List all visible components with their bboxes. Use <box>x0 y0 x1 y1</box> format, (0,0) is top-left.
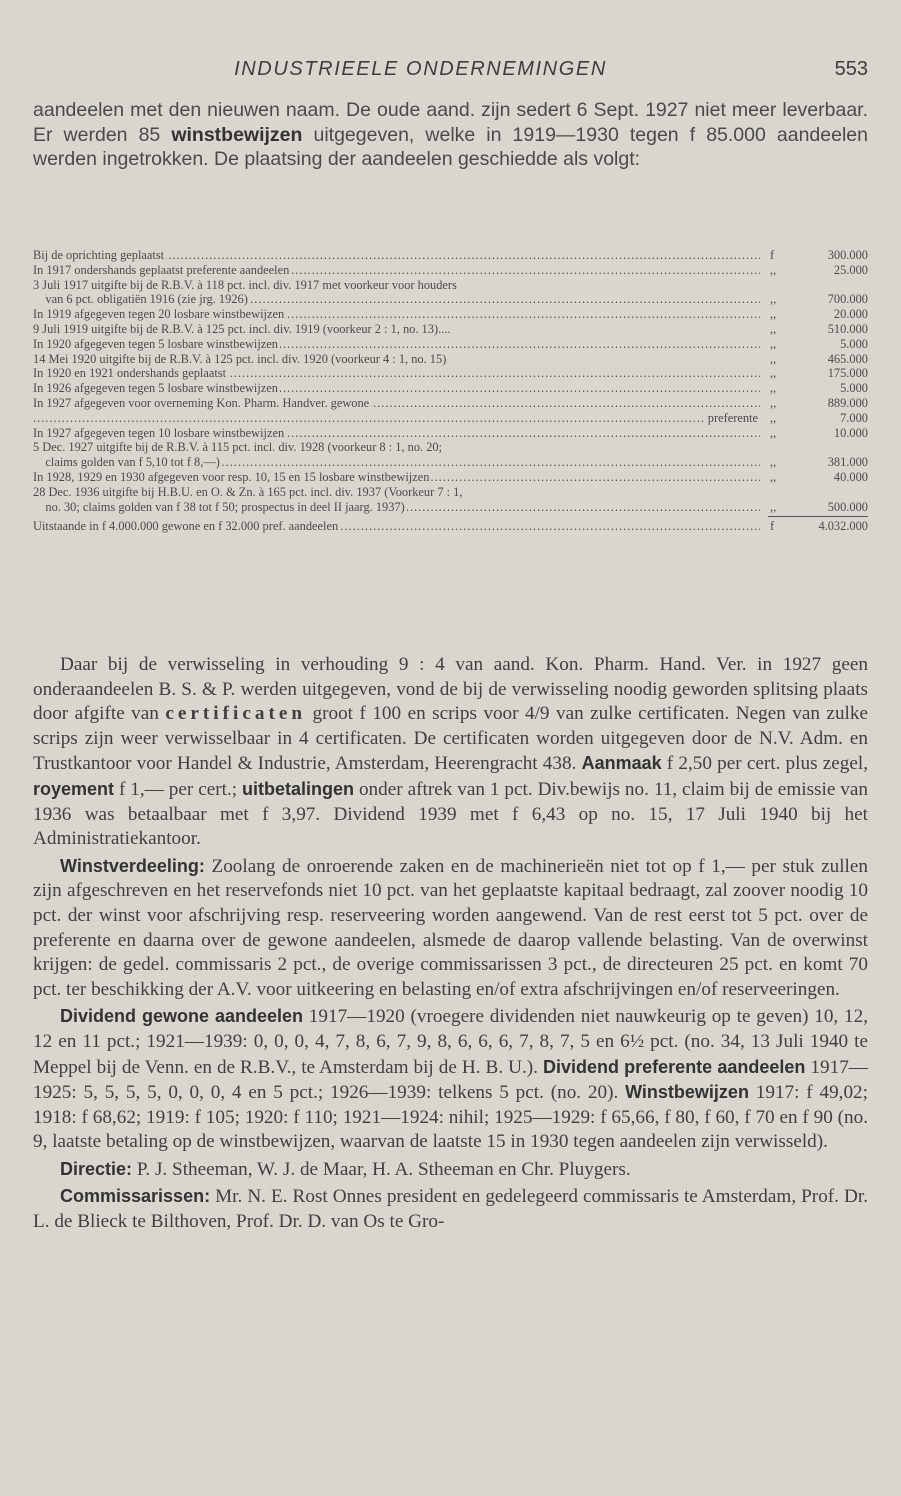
row-currency: ,, <box>770 381 777 396</box>
row-description-text: no. 30; claims golden van f 38 tot f 50; prospectus in deel II jaarg. 1937) <box>33 499 405 514</box>
row-description-text: Bij de oprichting geplaatst <box>33 248 165 262</box>
row-description <box>33 411 760 426</box>
table-row <box>33 485 868 500</box>
winstbewijzen-term: Winstbewijzen <box>625 1082 749 1103</box>
total-currency: f <box>770 519 775 534</box>
row-currency: ,, <box>770 410 777 425</box>
directie-term: Directie: <box>60 1158 133 1179</box>
table-row <box>33 322 868 337</box>
row-currency: ,, <box>770 469 777 484</box>
dividend-paragraph <box>33 1004 868 1155</box>
row-description <box>33 485 760 500</box>
table-row <box>33 352 868 367</box>
row-currency: ,, <box>770 499 777 514</box>
directie-paragraph <box>33 1157 868 1183</box>
royement-term: royement <box>33 778 115 799</box>
row-amount: 510.000 <box>827 321 868 336</box>
page-header <box>33 58 868 92</box>
table-row <box>33 366 868 381</box>
row-description-text: In 1927 afgegeven voor overneming Kon. Pharm. Handver. gewone <box>33 395 370 410</box>
row-amount: 25.000 <box>833 262 868 277</box>
row-amount: 700.000 <box>827 292 868 307</box>
row-currency: ,, <box>770 292 777 307</box>
table-row <box>33 426 868 441</box>
text: onder aftrek van 1 pct. Div.bewijs no. 11, claim bij de emissie van 1936 was betaalbaar met f 3,97. Dividend 1939 met f 6,43 op no. 15, 17 Juli 1940 bij het Administratiekantoor. <box>33 778 868 850</box>
dividend-gewone-term: Dividend gewone aandeelen <box>60 1006 304 1027</box>
table-row <box>33 307 868 322</box>
winstverdeeling-paragraph <box>33 854 868 1003</box>
intro-text: f 85.000 aandeelen werden ingetrokken. De plaatsing der aandeelen geschiedde als volgt: <box>33 123 868 170</box>
row-currency: ,, <box>770 395 777 410</box>
row-amount: 5.000 <box>840 336 868 351</box>
commissarissen-term: Commissarissen: <box>60 1186 211 1207</box>
row-description-text: In 1920 afgegeven tegen 5 losbare winstbewijzen <box>33 336 278 351</box>
table-row <box>33 440 868 455</box>
total-amount: 4.032.000 <box>818 519 868 534</box>
text: P. J. Stheeman, W. J. de Maar, H. A. Stheeman en Chr. Pluygers. <box>132 1158 631 1180</box>
aanmaak-term: Aanmaak <box>581 753 662 774</box>
table-row <box>33 470 868 485</box>
row-description-text: In 1927 afgegeven tegen 10 losbare winstbewijzen <box>33 425 285 440</box>
row-amount: 889.000 <box>827 395 868 410</box>
total-description <box>33 519 760 534</box>
row-description-text: In 1928, 1929 en 1930 afgegeven voor resp. 10, 15 en 15 losbare winstbewijzen <box>33 469 430 484</box>
row-description <box>33 307 760 322</box>
row-currency: ,, <box>770 425 777 440</box>
row-currency: ,, <box>770 321 777 336</box>
row-description-text: 9 Juli 1919 uitgifte bij de R.B.V. à 125 pct. incl. div. 1919 (voorkeur 2 : 1, no. 13).... <box>33 321 451 336</box>
row-description <box>33 263 760 278</box>
row-amount: 5.000 <box>840 381 868 396</box>
total-description-text: Uitstaande in f 4.000.000 gewone en f 32.000 pref. aandeelen <box>33 519 339 534</box>
dividend-preferente-term: Dividend preferente aandeelen <box>542 1056 806 1077</box>
row-description <box>33 381 760 396</box>
row-description <box>33 366 760 381</box>
row-description-text: In 1920 en 1921 ondershands geplaatst <box>33 366 227 381</box>
row-description-text: preferente <box>707 410 758 425</box>
body-text <box>33 651 868 1235</box>
table-row <box>33 248 868 263</box>
text: 1917: f 49,02; 1918: f 68,62; 1919: f 105; 1920: f 110; 1921—1924: nihil; 1925—1929: f 65,66, f 80, f 60, f 70 en f 90 (no. 9, laatste betaling op de winstbewijzen, waarvan de laatste 15 in 1930 tegen aandeelen zijn verwisseld). <box>33 1082 868 1153</box>
row-description-text: claims golden van f 5,10 tot f 8,—) <box>33 455 220 470</box>
row-currency: f <box>770 248 775 262</box>
table-row <box>33 292 868 307</box>
text: Daar bij de verwisseling in verhouding 9 : 4 van aand. Kon. Pharm. Hand. Ver. in 1927 geen onderaandeelen B. S. & P. werden uitgegeven, vond de bij de verwisseling noodig geworden splitsing plaats door afgifte van <box>33 654 868 725</box>
row-amount: 300.000 <box>827 248 868 262</box>
row-description-text: 28 Dec. 1936 uitgifte bij H.B.U. en O. & Zn. à 165 pct. incl. div. 1937 (Voorkeur 7 : 1, <box>33 484 463 499</box>
table-row <box>33 278 868 293</box>
text: 1917—1925: 5, 5, 5, 5, 0, 0, 0, 4 en 5 pct.; 1926—1939: telkens 5 pct. (no. 20). <box>33 1056 868 1104</box>
row-description-text: 3 Juli 1917 uitgifte bij de R.B.V. à 118 pct. incl. div. 1917 met voorkeur voor houders <box>33 277 457 292</box>
row-description-text: 14 Mei 1920 uitgifte bij de R.B.V. à 125 pct. incl. div. 1920 (voorkeur 4 : 1, no. 15) <box>33 351 447 366</box>
row-description <box>33 278 760 293</box>
row-currency: ,, <box>770 366 777 381</box>
uitbetalingen-term: uitbetalingen <box>242 778 355 799</box>
row-description <box>33 455 760 470</box>
intro-paragraph <box>33 98 868 172</box>
text: Zoolang de onroerende zaken en de machinerieën niet tot op f 1,— per stuk zullen zijn afgeschreven en het reservefonds niet 10 pct. van het geplaatste kapitaal bedraagt, zal zoover noodig 10 pct. der winst voor afschrijving resp. reserveering worden aangewend. Van de rest eerst tot 5 pct. over de preferente en daarna over de gewone aandeelen, alsmede de daarop vallende belasting. Van de overwinst krijgen: de gedel. commissaris 2 pct., de overige commissarissen 3 pct., de directeuren 25 pct. en komt 70 pct. ter beschikking der A.V. voor uitkeering en belasting en/of extra afschrijvingen en/of reserveeringen. <box>33 855 868 1000</box>
row-description <box>33 352 760 367</box>
text: f 2,50 per cert. plus zegel, <box>661 753 868 775</box>
text: 1917—1920 (vroegere dividenden niet nauwkeurig op te geven) 10, 12, 12 en 11 pct.; 1921—1939: 0, 0, 0, 4, 7, 8, 6, 7, 9, 8, 6, 6, 6, 7, 8, 7, 5 en 6½ pct. (no. 34, 13 Juli 1940 te Meppel bij de Venn. en de R.B.V., te Amsterdam bij de H. B. U.). <box>33 1006 868 1078</box>
row-amount: 20.000 <box>833 307 868 322</box>
table-row <box>33 455 868 470</box>
row-currency: ,, <box>770 307 777 322</box>
table-row <box>33 500 868 515</box>
table-row <box>33 396 868 411</box>
row-amount: 40.000 <box>833 469 868 484</box>
certificaten-term: certificaten <box>165 703 307 725</box>
row-description <box>33 426 760 441</box>
row-amount: 175.000 <box>827 366 868 381</box>
row-description <box>33 248 760 263</box>
row-description <box>33 470 760 485</box>
row-currency: ,, <box>770 351 777 366</box>
row-description-text: 5 Dec. 1927 uitgifte bij de R.B.V. à 115 pct. incl. div. 1928 (voorkeur 8 : 1, no. 20; <box>33 440 443 455</box>
row-description-text: In 1926 afgegeven tegen 5 losbare winstbewijzen <box>33 381 278 396</box>
commissarissen-paragraph <box>33 1184 868 1234</box>
row-currency: ,, <box>770 455 777 470</box>
sum-rule <box>768 516 868 517</box>
row-amount: 10.000 <box>833 425 868 440</box>
table-row <box>33 411 868 426</box>
table-row <box>33 381 868 396</box>
text: Mr. N. E. Rost Onnes president en gedelegeerd commissaris te Amsterdam, Prof. Dr. L. de Blieck te Bilthoven, Prof. Dr. D. van Os te Gro- <box>33 1186 868 1233</box>
intro-text: aandeelen met den nieuwen naam. De oude aand. zijn sedert 6 Sept. 1927 niet meer leverbaar. Er werden 85 <box>33 99 868 146</box>
row-amount: 381.000 <box>827 455 868 470</box>
text: groot f 100 en scrips voor 4/9 van zulke certificaten. Negen van zulke scrips zijn weer verwisselbaar in 4 certificaten. De certificaten worden uitgegeven door de N.V. Adm. en Trustkantoor voor Handel & Industrie, Amsterdam, Heerengracht 438. <box>33 703 868 775</box>
row-amount: 465.000 <box>827 351 868 366</box>
winstbewijzen-term: winstbewijzen <box>171 123 303 146</box>
winstverdeeling-term: Winstverdeeling: <box>60 855 205 876</box>
row-description <box>33 322 760 337</box>
row-description-text: In 1917 ondershands geplaatst preferente aandeelen <box>33 262 290 277</box>
intro-text: uitgegeven, welke in 1919—1930 tegen <box>302 123 690 146</box>
total-row <box>33 519 868 534</box>
table-row <box>33 263 868 278</box>
running-head: INDUSTRIEELE ONDERNEMINGEN <box>234 58 607 80</box>
row-description <box>33 292 760 307</box>
row-description <box>33 396 760 411</box>
table-row <box>33 337 868 352</box>
row-description <box>33 500 760 515</box>
row-currency: ,, <box>770 336 777 351</box>
certificates-paragraph <box>33 653 868 852</box>
page-number: 553 <box>834 58 868 80</box>
row-currency: ,, <box>770 262 777 277</box>
row-amount: 7.000 <box>840 410 868 425</box>
text: f 1,— per cert.; <box>114 778 243 800</box>
placement-table <box>33 248 868 534</box>
row-amount: 500.000 <box>827 499 868 514</box>
row-description <box>33 440 760 455</box>
row-description-text: van 6 pct. obligatiën 1916 (zie jrg. 1926) <box>33 292 248 307</box>
row-description <box>33 337 760 352</box>
row-description-text: In 1919 afgegeven tegen 20 losbare winstbewijzen <box>33 307 285 322</box>
